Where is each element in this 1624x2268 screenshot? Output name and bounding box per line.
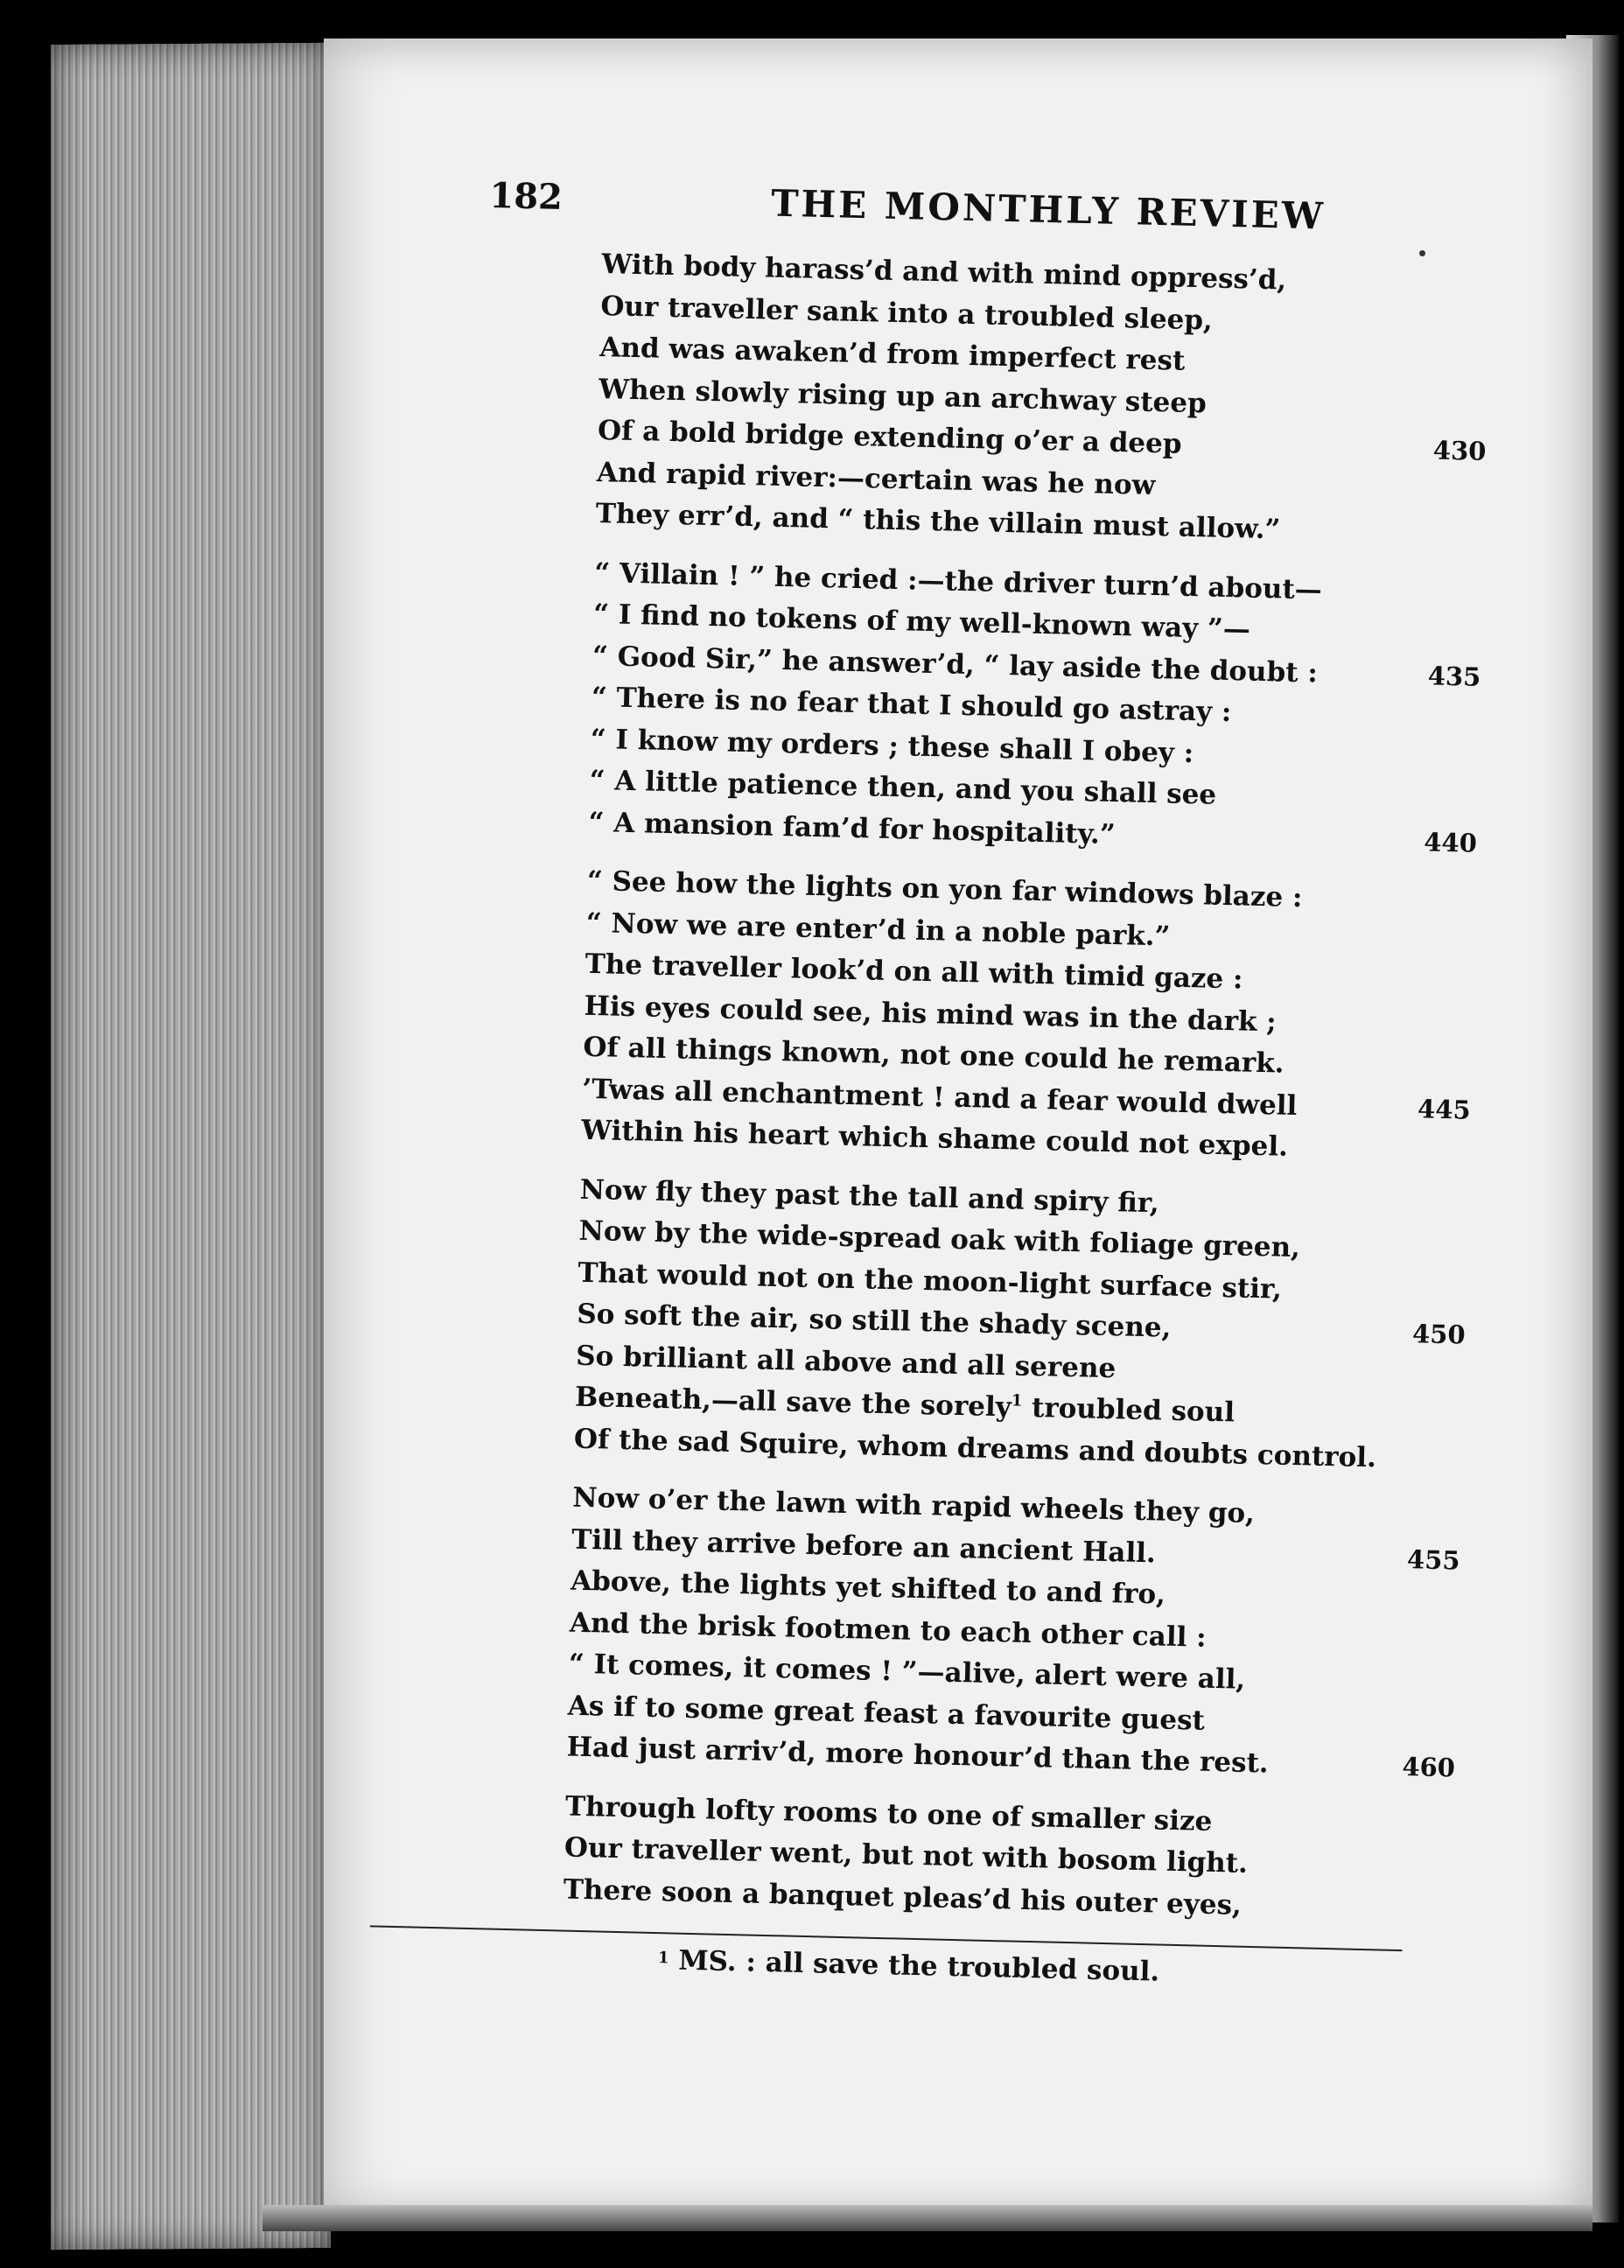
page-content	[448, 175, 1514, 1995]
footnote-reference: 1	[1011, 1391, 1023, 1410]
verse-text: When slowly rising up an archway steep	[598, 373, 1208, 419]
stanza	[588, 552, 1505, 864]
verse-text: Our traveller sank into a troubled sleep,	[600, 290, 1214, 336]
line-number: 445	[1417, 1093, 1472, 1125]
stanza	[563, 1786, 1475, 1932]
verse-text: And rapid river:—certain was he now	[596, 456, 1156, 501]
verse-text: Above, the lights yet shifted to and fro,	[570, 1564, 1166, 1611]
stanza	[573, 1169, 1490, 1481]
verse-text: His eyes could see, his mind was in the dark ;	[584, 990, 1278, 1038]
verse-text: Our traveller went, but not with bosom light.	[564, 1831, 1249, 1880]
verse-text: Within his heart which shame could not expel.	[580, 1114, 1289, 1163]
page-bottom-edge	[262, 2205, 1592, 2231]
verse-text: Now fly they past the tall and spiry fir,	[579, 1173, 1160, 1219]
line-number: 440	[1423, 826, 1478, 858]
verse-text: Beneath,—all save the sorely	[574, 1381, 1012, 1424]
line-number: 460	[1402, 1752, 1456, 1783]
verse-text: With body harass’d and with mind oppress’d,	[601, 248, 1287, 297]
footnote-rule	[370, 1925, 1403, 1951]
page-number: 182	[488, 175, 564, 218]
footnote-marker: 1	[657, 1949, 669, 1968]
stanza	[581, 861, 1498, 1173]
line-number: 430	[1432, 435, 1487, 466]
verse-text: “ A little patience then, and you shall see	[589, 764, 1217, 811]
verse-text: There soon a banquet pleas’d his outer eyes,	[563, 1873, 1242, 1922]
line-number: 450	[1411, 1319, 1466, 1350]
verse-text: “ See how the lights on yon far windows blaze :	[586, 864, 1303, 914]
verse-text: Of a bold bridge extending o’er a deep	[597, 414, 1182, 460]
verse-text: As if to some great feast a favourite guest	[567, 1690, 1206, 1737]
verse-text: ’Twas all enchantment ! and a fear would dwell	[582, 1073, 1298, 1122]
verse-text: Of the sad Squire, whom dreams and doubts control.	[573, 1423, 1377, 1474]
verse-text: “ There is no fear that I should go astray :	[591, 681, 1232, 729]
stanza	[566, 1478, 1483, 1790]
poem-body	[563, 244, 1512, 1932]
verse-text: And the brisk footmen to each other call :	[569, 1606, 1208, 1654]
footnote-text: MS. : all save the troubled soul.	[668, 1944, 1160, 1988]
verse-text: That would not on the moon-light surface stir,	[578, 1256, 1283, 1306]
verse-text: “ I find no tokens of my well-known way ”—	[592, 598, 1251, 646]
verse-text: Through lofty rooms to one of smaller size	[564, 1790, 1213, 1838]
stanza	[595, 244, 1512, 556]
verse-text: And was awaken’d from imperfect rest	[598, 332, 1186, 377]
line-number: 435	[1427, 660, 1481, 692]
verse-text: The traveller look’d on all with timid gaze :	[584, 948, 1243, 996]
verse-text-continued: troubled soul	[1021, 1391, 1236, 1429]
verse-text: “ Villain ! ” he cried :—the driver turn’d about—	[593, 556, 1323, 606]
journal-title: THE MONTHLY REVIEW	[770, 181, 1326, 238]
verse-text: Had just arriv’d, more honour’d than the rest.	[566, 1731, 1270, 1780]
verse-text: They err’d, and “ this the villain must allow.”	[595, 497, 1281, 546]
verse-text: So soft the air, so still the shady scene,	[576, 1298, 1172, 1344]
verse-text: “ It comes, it comes ! ”—alive, alert were all,	[568, 1648, 1246, 1696]
verse-text: “ I know my orders ; these shall I obey :	[590, 723, 1194, 769]
verse-text: “ Good Sir,” he answer’d, “ lay aside the doubt :	[592, 640, 1319, 689]
verse-text: Now by the wide-spread oak with foliage green,	[578, 1214, 1301, 1264]
verse-text: So brilliant all above and all serene	[575, 1340, 1116, 1384]
line-number: 455	[1406, 1544, 1460, 1576]
verse-text: Of all things known, not one could he remark.	[583, 1031, 1284, 1080]
verse-text: “ A mansion fam’d for hospitality.”	[588, 806, 1116, 850]
verse-text: Till they arrive before an ancient Hall.	[570, 1523, 1157, 1569]
book-page-edges	[51, 43, 331, 2250]
verse-text: “ Now we are enter’d in a noble park.”	[585, 906, 1171, 953]
verse-text: Now o’er the lawn with rapid wheels they go,	[571, 1481, 1256, 1530]
ink-speck	[1419, 250, 1425, 256]
